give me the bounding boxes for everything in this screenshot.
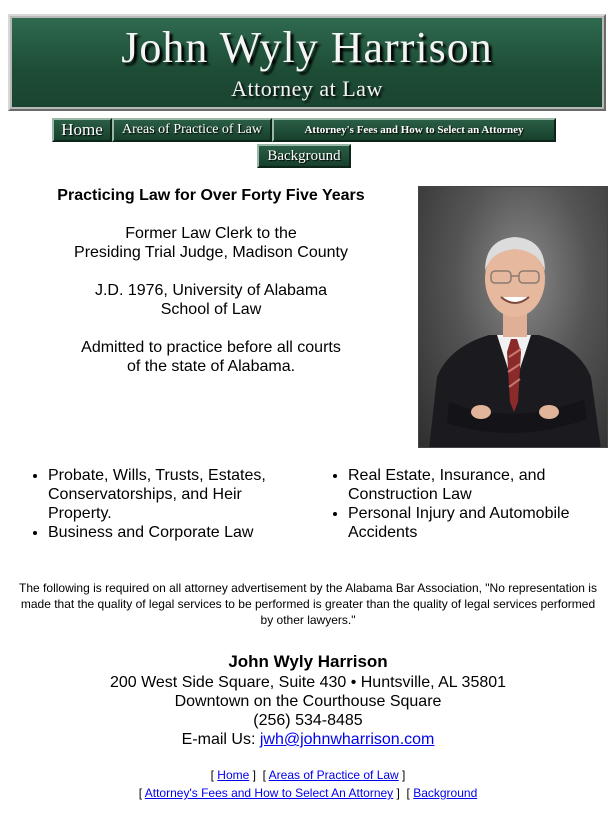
intro-jd <box>20 281 402 319</box>
footer-nav-row-1: [ Home ] [ Areas of Practice of Law ] <box>210 768 406 782</box>
contact-address: 200 West Side Square, Suite 430 • Huntsville, AL 35801 <box>109 674 507 691</box>
intro-heading: Practicing Law for Over Forty Five Years <box>57 187 365 204</box>
admitted-line-1: Admitted to practice before all courts <box>81 339 341 356</box>
portrait-illustration <box>419 187 608 448</box>
practice-areas-right <box>320 466 608 542</box>
list-item: • Probate, Wills, Trusts, Estates, Conservatorships, and Heir Property. <box>48 466 308 523</box>
contact-name: John Wyly Harrison <box>228 652 388 671</box>
nav-fees-button[interactable]: Attorney's Fees and How to Select an Attorney <box>272 118 556 142</box>
footer-fees-link[interactable]: Attorney's Fees and How to Select An Attorney <box>144 786 394 800</box>
nav-home-button[interactable]: Home <box>52 118 112 142</box>
email-link[interactable]: jwh@johnwharrison.com <box>259 731 435 748</box>
contact-phone: (256) 534-8485 <box>253 712 363 729</box>
nav-background-button[interactable]: Background <box>257 144 351 168</box>
contact-email-row <box>0 730 608 749</box>
clerk-line-1: Former Law Clerk to the <box>125 225 297 242</box>
list-item: • Real Estate, Insurance, and Construction Law <box>348 466 608 504</box>
list-item: • Business and Corporate Law <box>48 523 308 542</box>
attorney-portrait <box>418 186 608 448</box>
footer-nav-row-2: [ Attorney's Fees and How to Select An Attorney ] [ Background <box>138 786 478 800</box>
banner-title: John Wyly Harrison <box>121 23 493 72</box>
footer-background-link[interactable]: Background <box>413 786 478 800</box>
footer-areas-link[interactable]: Areas of Practice of Law <box>268 768 399 782</box>
intro-admitted <box>20 338 402 376</box>
practice-areas-left <box>20 466 308 542</box>
jd-line-1: J.D. 1976, University of Alabama <box>94 282 328 299</box>
intro-clerk <box>20 224 402 262</box>
header-banner <box>8 14 606 111</box>
list-item: • Personal Injury and Automobile Accidents <box>348 504 608 542</box>
bar-disclaimer: The following is required on all attorney advertisement by the Alabama Bar Association, "No representation is made that the quality of legal services to be performed is greater than the quality of legal services performed by other lawyers." <box>19 581 597 627</box>
nav-areas-button[interactable]: Areas of Practice of Law <box>112 118 272 142</box>
contact-location: Downtown on the Courthouse Square <box>174 693 442 710</box>
footer-home-link[interactable]: Home <box>217 768 250 782</box>
clerk-line-2: Presiding Trial Judge, Madison County <box>74 244 348 261</box>
admitted-line-2: of the state of Alabama. <box>126 358 296 375</box>
email-label: E-mail Us: <box>181 731 256 748</box>
banner-subtitle: Attorney at Law <box>231 76 383 101</box>
jd-line-2: School of Law <box>160 301 262 318</box>
